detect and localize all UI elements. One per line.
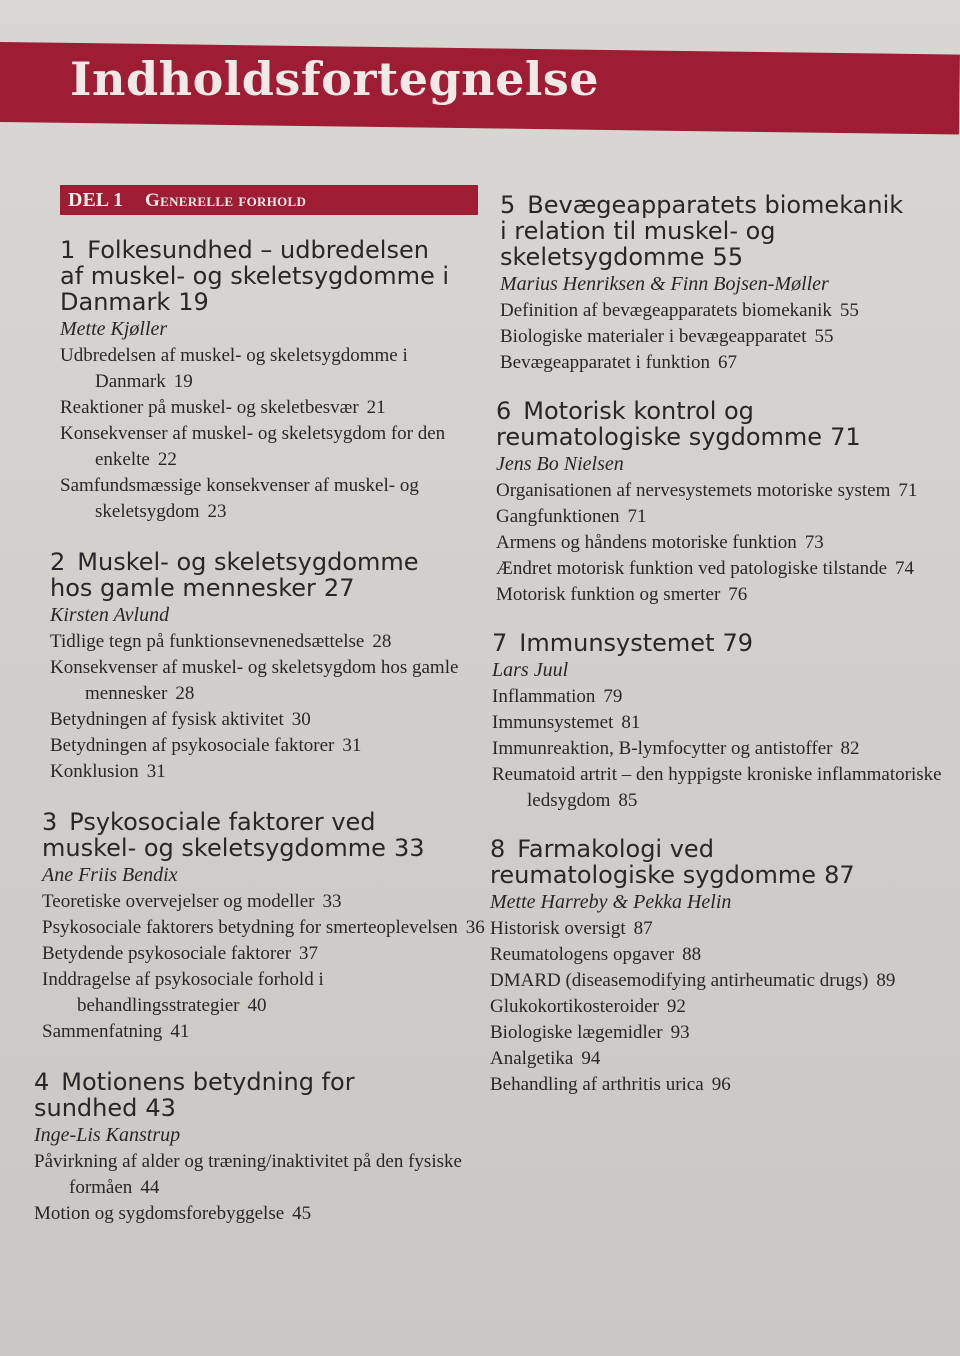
entry-text: Behandling af arthritis urica bbox=[490, 1074, 704, 1095]
chapter-page: 87 bbox=[824, 861, 855, 889]
entry-text: Motion og sygdomsforebyggelse bbox=[34, 1203, 285, 1224]
chapter-author: Mette Harreby & Pekka Helin bbox=[490, 891, 732, 913]
entry-page: 55 bbox=[814, 326, 834, 347]
part-heading bbox=[60, 185, 478, 215]
toc-entry[interactable] bbox=[42, 915, 487, 941]
entry-page: 23 bbox=[207, 501, 227, 522]
entry-page: 28 bbox=[372, 631, 392, 652]
chapter-7 bbox=[492, 629, 942, 814]
toc-entry[interactable] bbox=[34, 1149, 469, 1201]
chapter-8 bbox=[490, 836, 928, 1098]
entry-text: Betydningen af psykosociale faktorer bbox=[50, 735, 335, 756]
chapter-1 bbox=[60, 237, 480, 525]
chapter-author: Jens Bo Nielsen bbox=[496, 453, 624, 475]
toc-entry[interactable] bbox=[496, 582, 931, 608]
entry-page: 21 bbox=[366, 397, 386, 418]
toc-entry[interactable] bbox=[60, 395, 490, 421]
entry-page: 55 bbox=[839, 300, 859, 321]
toc-entry[interactable] bbox=[496, 478, 931, 504]
chapter-6 bbox=[496, 398, 928, 608]
toc-entry[interactable] bbox=[492, 736, 952, 762]
toc-entry[interactable] bbox=[500, 298, 950, 324]
chapter-title-text: Motionens betydning for sundhed bbox=[34, 1068, 355, 1122]
toc-entry[interactable] bbox=[500, 350, 950, 376]
entry-text: Teoretiske overvejelser og modeller bbox=[42, 891, 315, 912]
chapter-number: 1 bbox=[60, 236, 76, 264]
chapter-page: 43 bbox=[145, 1094, 176, 1122]
toc-entry[interactable] bbox=[490, 1020, 935, 1046]
entry-page: 44 bbox=[140, 1177, 160, 1198]
entry-page: 88 bbox=[682, 944, 702, 965]
toc-entry[interactable] bbox=[50, 629, 485, 655]
entry-page: 87 bbox=[633, 918, 653, 939]
chapter-number: 5 bbox=[500, 191, 516, 219]
entry-text: Samfundsmæssige konsekvenser af muskel- og skeletsygdom bbox=[60, 475, 419, 522]
entry-page: 37 bbox=[299, 943, 319, 964]
toc-entry[interactable] bbox=[490, 916, 935, 942]
entry-text: Glukokortikosteroider bbox=[490, 996, 659, 1017]
toc-entry[interactable] bbox=[500, 324, 950, 350]
toc-entry[interactable] bbox=[60, 343, 490, 395]
entry-text: Inflammation bbox=[492, 686, 596, 707]
toc-entry[interactable] bbox=[490, 968, 935, 994]
entry-text: Konsekvenser af muskel- og skeletsygdom hos gamle mennesker bbox=[50, 657, 459, 704]
chapter-title-text: Psykosociale faktorer ved muskel- og skeletsygdomme bbox=[42, 808, 386, 862]
chapter-3 bbox=[42, 808, 485, 1045]
entry-page: 33 bbox=[322, 891, 342, 912]
entry-text: Påvirkning af alder og træning/inaktivitet på den fysiske formåen bbox=[34, 1151, 462, 1198]
chapter-title-text: Immunsystemet bbox=[519, 629, 715, 657]
chapter-number: 7 bbox=[492, 629, 508, 657]
chapter-title[interactable] bbox=[492, 630, 917, 656]
toc-entry[interactable] bbox=[50, 655, 485, 707]
entry-text: Armens og håndens motoriske funktion bbox=[496, 532, 797, 553]
entry-page: 74 bbox=[895, 558, 915, 579]
chapter-title-text: Motorisk kontrol og reumatologiske sygdomme bbox=[496, 397, 823, 451]
entry-page: 22 bbox=[157, 449, 177, 470]
entry-page: 96 bbox=[711, 1074, 731, 1095]
chapter-number: 6 bbox=[496, 397, 512, 425]
toc-left-column bbox=[30, 185, 485, 1227]
entry-page: 93 bbox=[670, 1022, 690, 1043]
chapter-5 bbox=[500, 192, 928, 376]
chapter-2 bbox=[50, 549, 480, 785]
entry-text: Ændret motorisk funktion ved patologiske tilstande bbox=[496, 558, 888, 579]
entry-text: Betydende psykosociale faktorer bbox=[42, 943, 292, 964]
chapter-title[interactable] bbox=[490, 836, 900, 888]
chapter-title[interactable] bbox=[34, 1069, 434, 1121]
chapter-page: 27 bbox=[323, 574, 355, 602]
entry-text: Udbredelsen af muskel- og skeletsygdomme i Danmark bbox=[60, 345, 408, 392]
entry-page: 19 bbox=[173, 371, 193, 392]
entry-text: Tidlige tegn på funktionsevnenedsættelse bbox=[50, 631, 365, 652]
entry-page: 92 bbox=[666, 996, 686, 1017]
entry-text: Bevægeapparatet i funktion bbox=[500, 352, 710, 373]
entry-text: Biologiske lægemidler bbox=[490, 1022, 663, 1043]
toc-entry[interactable] bbox=[42, 967, 487, 1019]
toc-entry[interactable] bbox=[496, 530, 931, 556]
chapter-number: 2 bbox=[50, 548, 66, 576]
toc-entry[interactable] bbox=[490, 1046, 935, 1072]
chapter-title-text: Folkesundhed – udbredelsen af muskel- og skeletsygdomme i Danmark bbox=[60, 236, 450, 316]
toc-entry[interactable] bbox=[42, 889, 487, 915]
entry-text: Psykosociale faktorers betydning for smerteoplevelsen bbox=[42, 917, 458, 938]
toc-entry[interactable] bbox=[50, 759, 485, 785]
entry-text: Konsekvenser af muskel- og skeletsygdom for den enkelte bbox=[60, 423, 446, 470]
chapter-author: Marius Henriksen & Finn Bojsen-Møller bbox=[500, 273, 829, 295]
page-title: Indholdsfortegnelse bbox=[70, 52, 600, 106]
chapter-page: 19 bbox=[178, 288, 209, 316]
entry-text: DMARD (diseasemodifying antirheumatic drugs) bbox=[490, 970, 869, 991]
chapter-number: 3 bbox=[42, 808, 58, 836]
toc-entry[interactable] bbox=[496, 556, 931, 582]
chapter-author: Kirsten Avlund bbox=[50, 604, 170, 626]
entry-page: 41 bbox=[170, 1021, 190, 1042]
entry-page: 79 bbox=[603, 686, 623, 707]
entry-page: 73 bbox=[804, 532, 824, 553]
entry-text: Reaktioner på muskel- og skeletbesvær bbox=[60, 397, 359, 418]
entry-page: 89 bbox=[876, 970, 896, 991]
entry-text: Reumatologens opgaver bbox=[490, 944, 675, 965]
part-label: DEL 1 bbox=[68, 189, 124, 211]
toc-entry[interactable] bbox=[60, 473, 490, 525]
chapter-title-text: Muskel- og skeletsygdomme hos gamle mennesker bbox=[50, 548, 419, 602]
entry-page: 40 bbox=[247, 995, 267, 1016]
chapter-number: 4 bbox=[34, 1068, 50, 1096]
entry-text: Sammenfatning bbox=[42, 1021, 163, 1042]
entry-page: 82 bbox=[840, 738, 860, 759]
toc-entry[interactable] bbox=[42, 1019, 487, 1045]
toc-entry[interactable] bbox=[50, 733, 485, 759]
entry-page: 30 bbox=[291, 709, 311, 730]
entry-text: Immunsystemet bbox=[492, 712, 614, 733]
entry-page: 31 bbox=[342, 735, 362, 756]
toc-entry[interactable] bbox=[60, 421, 490, 473]
entry-page: 28 bbox=[175, 683, 195, 704]
entry-text: Immunreaktion, B-lymfocytter og antistoffer bbox=[492, 738, 833, 759]
chapter-author: Ane Friis Bendix bbox=[42, 864, 178, 886]
toc-right-column bbox=[488, 191, 942, 1098]
entry-page: 31 bbox=[146, 761, 166, 782]
entry-text: Analgetika bbox=[490, 1048, 574, 1069]
entry-text: Gangfunktionen bbox=[496, 506, 620, 527]
entry-page: 81 bbox=[621, 712, 641, 733]
entry-page: 45 bbox=[292, 1203, 312, 1224]
toc-entry[interactable] bbox=[492, 684, 952, 710]
entry-page: 36 bbox=[465, 917, 485, 938]
entry-text: Konklusion bbox=[50, 761, 139, 782]
chapter-title[interactable] bbox=[496, 398, 896, 450]
chapter-author: Mette Kjøller bbox=[60, 318, 168, 340]
entry-page: 71 bbox=[627, 506, 647, 527]
chapter-title[interactable] bbox=[60, 237, 455, 315]
chapter-number: 8 bbox=[490, 835, 506, 863]
chapter-page: 79 bbox=[722, 629, 754, 657]
entry-text: Historisk oversigt bbox=[490, 918, 626, 939]
toc-entry[interactable] bbox=[492, 762, 952, 814]
entry-text: Biologiske materialer i bevægeapparatet bbox=[500, 326, 807, 347]
toc-entry[interactable] bbox=[42, 941, 487, 967]
toc-entry[interactable] bbox=[50, 707, 485, 733]
chapter-author: Inge-Lis Kanstrup bbox=[34, 1124, 181, 1146]
chapter-4 bbox=[34, 1069, 480, 1227]
chapter-page: 33 bbox=[393, 834, 425, 862]
chapter-title[interactable] bbox=[42, 809, 452, 861]
entry-text: Organisationen af nervesystemets motoriske system bbox=[496, 480, 891, 501]
toc-entry[interactable] bbox=[490, 1072, 935, 1098]
chapter-title-text: Farmakologi ved reumatologiske sygdomme bbox=[490, 835, 817, 889]
entry-page: 94 bbox=[581, 1048, 601, 1069]
toc-entry[interactable] bbox=[492, 710, 952, 736]
entry-text: Motorisk funktion og smerter bbox=[496, 584, 721, 605]
entry-text: Definition af bevægeapparatets biomekanik bbox=[500, 300, 832, 321]
entry-page: 71 bbox=[898, 480, 918, 501]
toc-entry[interactable] bbox=[490, 942, 935, 968]
entry-text: Inddragelse af psykosociale forhold i behandlingsstrategier bbox=[42, 969, 324, 1016]
entry-text: Reumatoid artrit – den hyppigste kroniske inflammatoriske ledsygdom bbox=[492, 764, 942, 811]
part-title: Generelle forhold bbox=[145, 190, 307, 211]
chapter-page: 71 bbox=[830, 423, 861, 451]
chapter-title[interactable] bbox=[50, 549, 450, 601]
chapter-page: 55 bbox=[712, 243, 744, 271]
entry-page: 85 bbox=[618, 790, 638, 811]
entry-page: 67 bbox=[718, 352, 737, 373]
toc-entry[interactable] bbox=[34, 1201, 469, 1227]
toc-entry[interactable] bbox=[490, 994, 935, 1020]
entry-text: Betydningen af fysisk aktivitet bbox=[50, 709, 284, 730]
chapter-title-text: Bevægeapparatets biomekanik i relation til muskel- og skeletsygdomme bbox=[500, 191, 904, 271]
chapter-author: Lars Juul bbox=[492, 659, 569, 681]
entry-page: 76 bbox=[728, 584, 748, 605]
chapter-title[interactable] bbox=[500, 192, 915, 270]
toc-entry[interactable] bbox=[496, 504, 931, 530]
